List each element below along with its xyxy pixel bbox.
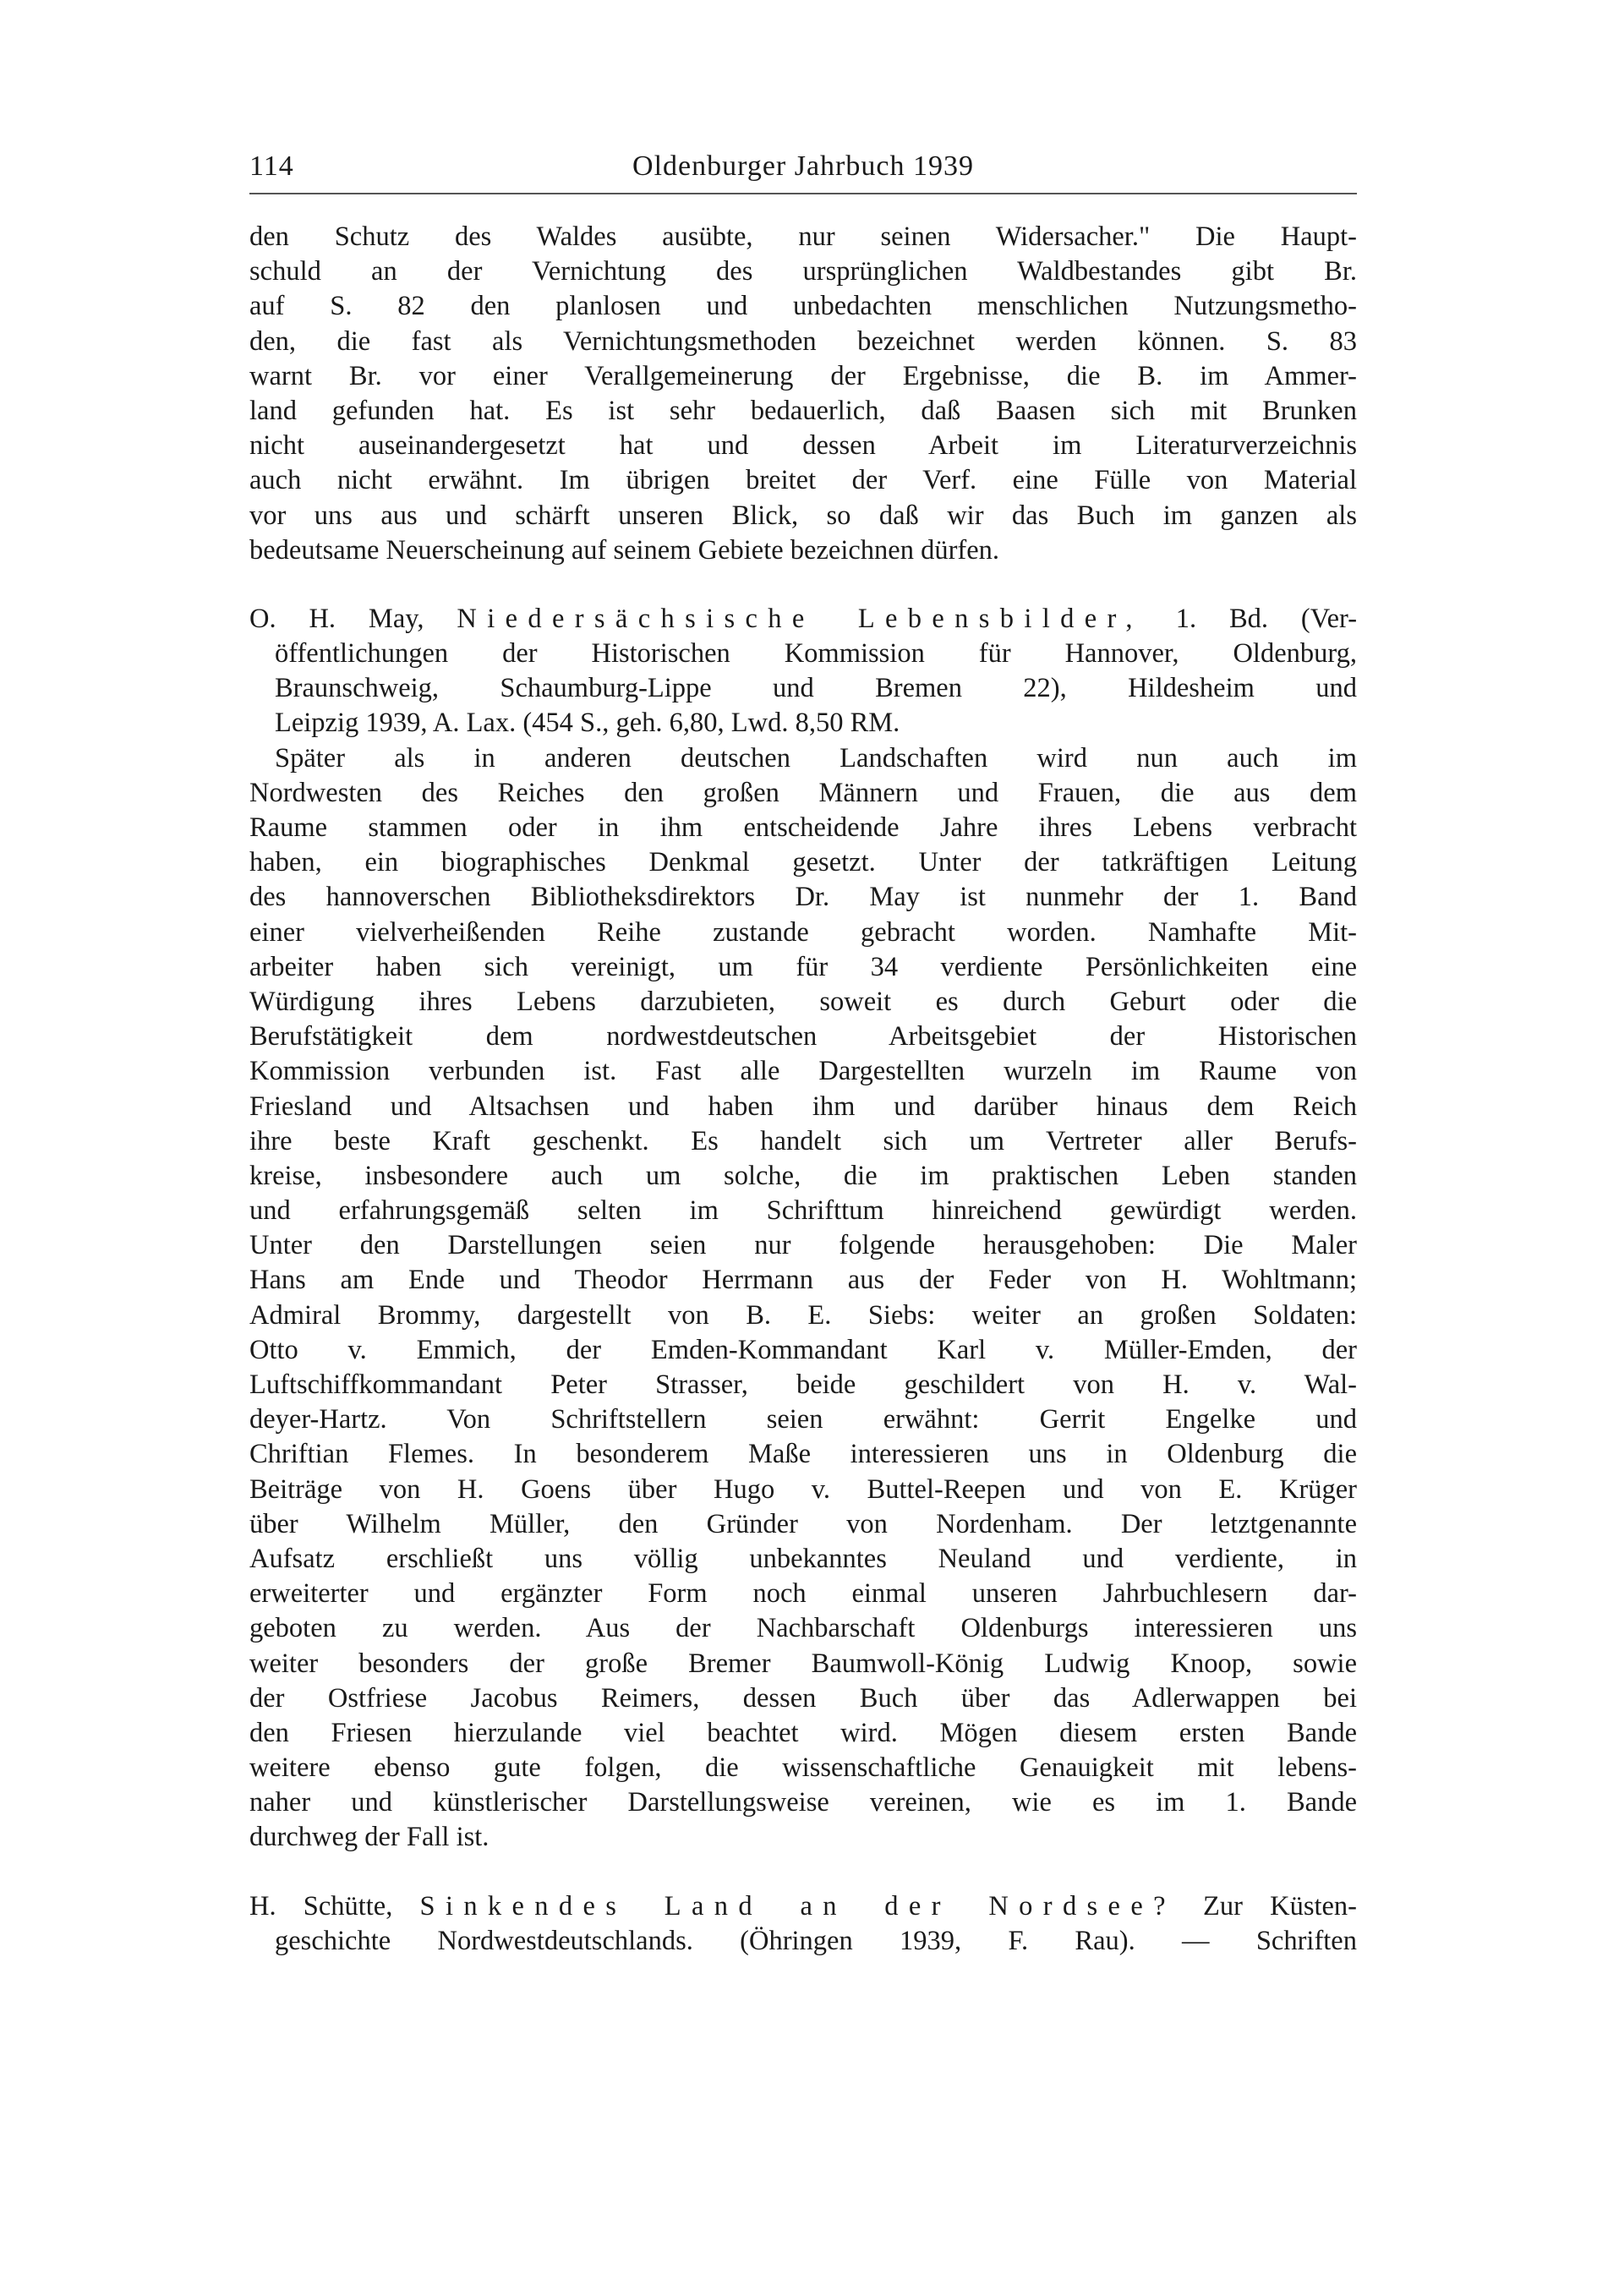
text-line: den Friesen hierzulande viel beachtet wird. Mögen diesem ersten Bande — [249, 1717, 1357, 1748]
text-line: der Ostfriese Jacobus Reimers, dessen Buch über das Adlerwappen bei — [249, 1682, 1357, 1714]
text-line: weiter besonders der große Bremer Baumwoll-König Ludwig Knoop, sowie — [249, 1648, 1357, 1679]
review-book-title: Sinkendes Land an der Nordsee? — [419, 1890, 1176, 1922]
text-line: Nordwesten des Reiches den großen Männern und Frauen, die aus dem — [249, 777, 1357, 808]
text-line: über Wilhelm Müller, den Gründer von Nordenham. Der letztgenannte — [249, 1508, 1357, 1539]
citation-line: öffentlichungen der Historischen Kommission für Hannover, Oldenburg, — [275, 638, 1357, 670]
text-line: Würdigung ihres Lebens darzubieten, soweit es durch Geburt oder die — [249, 986, 1357, 1017]
text-line: Später als in anderen deutschen Landschaften wird nun auch im — [275, 742, 1357, 774]
text-line: haben, ein biographisches Denkmal gesetzt. Unter der tatkräftigen Leitung — [249, 847, 1357, 878]
text-line: vor uns aus und schärft unseren Blick, so daß wir das Buch im ganzen als — [249, 500, 1357, 531]
page-number: 114 — [249, 150, 294, 182]
text-line: auf S. 82 den planlosen und unbedachten menschlichen Nutzungsmetho- — [249, 291, 1357, 322]
text-line: ihre beste Kraft geschenkt. Es handelt sich um Vertreter aller Berufs- — [249, 1125, 1357, 1156]
review-citation — [249, 602, 1357, 741]
review-citation — [249, 1889, 1357, 1959]
text-line: land gefunden hat. Es ist sehr bedauerlich, daß Baasen sich mit Brunken — [249, 395, 1357, 426]
text-line: einer vielverheißenden Reihe zustande gebracht worden. Namhafte Mit- — [249, 916, 1357, 948]
text-line: Luftschiffkommandant Peter Strasser, beide geschildert von H. v. Wal- — [249, 1369, 1357, 1400]
text-line: Beiträge von H. Goens über Hugo v. Buttel-Reepen und von E. Krüger — [249, 1473, 1357, 1505]
review-body — [249, 741, 1357, 1856]
text-line: durchweg der Fall ist. — [249, 1822, 489, 1853]
citation-line: geschichte Nordwestdeutschlands. (Öhringen 1939, F. Rau). — Schriften — [275, 1925, 1357, 1956]
text-line: auch nicht erwähnt. Im übrigen breitet der Verf. eine Fülle von Material — [249, 465, 1357, 496]
text-line: Kommission verbunden ist. Fast alle Dargestellten wurzeln im Raume von — [249, 1056, 1357, 1087]
header-rule — [249, 193, 1357, 194]
text-line: Berufstätigkeit dem nordwestdeutschen Arbeitsgebiet der Historischen — [249, 1021, 1357, 1052]
text-line: bedeutsame Neuerscheinung auf seinem Gebiete bezeichnen dürfen. — [249, 534, 1000, 566]
review-author: H. Schütte, — [249, 1890, 393, 1922]
citation-line: Braunschweig, Schaumburg-Lippe und Bremen 22), Hildesheim und — [275, 673, 1357, 704]
text-line: Unter den Darstellungen seien nur folgende herausgehoben: Die Maler — [249, 1230, 1357, 1261]
text-line: geboten zu werden. Aus der Nachbarschaft Oldenburgs interessieren uns — [249, 1613, 1357, 1644]
page-body — [249, 220, 1357, 1959]
text-line: weitere ebenso gute folgen, die wissenschaftliche Genauigkeit mit lebens- — [249, 1752, 1357, 1784]
text-line: Admiral Brommy, dargestellt von B. E. Siebs: weiter an großen Soldaten: — [249, 1299, 1357, 1331]
running-title: Oldenburger Jahrbuch 1939 — [632, 150, 974, 182]
text-line: naher und künstlerischer Darstellungsweise vereinen, wie es im 1. Bande — [249, 1787, 1357, 1818]
text-line: des hannoverschen Bibliotheksdirektors Dr. May ist nunmehr der 1. Band — [249, 882, 1357, 913]
review-book-title: Niedersächsische Lebensbilder, — [457, 603, 1143, 634]
citation-line — [249, 1889, 1357, 1924]
text-line: Hans am Ende und Theodor Herrmann aus der Feder von H. Wohltmann; — [249, 1265, 1357, 1296]
text-line: Aufsatz erschließt uns völlig unbekanntes Neuland und verdiente, in — [249, 1543, 1357, 1574]
page-header — [249, 144, 1357, 194]
text-line: arbeiter haben sich vereinigt, um für 34 verdiente Persönlichkeiten eine — [249, 951, 1357, 982]
text-line: nicht auseinandergesetzt hat und dessen Arbeit im Literaturverzeichnis — [249, 430, 1357, 462]
text-line: deyer-Hartz. Von Schriftstellern seien erwähnt: Gerrit Engelke und — [249, 1404, 1357, 1435]
continued-paragraph — [249, 220, 1357, 568]
citation-text: Zur Küsten- — [1203, 1890, 1357, 1922]
text-line: Friesland und Altsachsen und haben ihm und darüber hinaus dem Reich — [249, 1091, 1357, 1122]
text-line: den Schutz des Waldes ausübte, nur seinen Widersacher." Die Haupt- — [249, 221, 1357, 252]
citation-line — [249, 602, 1357, 637]
text-line: Otto v. Emmich, der Emden-Kommandant Karl v. Müller-Emden, der — [249, 1334, 1357, 1365]
text-line: und erfahrungsgemäß selten im Schrifttum hinreichend gewürdigt werden. — [249, 1195, 1357, 1227]
citation-text: 1. Bd. (Ver- — [1175, 603, 1358, 634]
text-line: Raume stammen oder in ihm entscheidende Jahre ihres Lebens verbracht — [249, 812, 1357, 843]
text-line: den, die fast als Vernichtungsmethoden bezeichnet werden können. S. 83 — [249, 325, 1357, 357]
text-line: kreise, insbesondere auch um solche, die im praktischen Leben standen — [249, 1160, 1357, 1191]
review-author: O. H. May, — [249, 603, 424, 634]
text-line: Chriftian Flemes. In besonderem Maße interessieren uns in Oldenburg die — [249, 1439, 1357, 1470]
text-line: erweiterter und ergänzter Form noch einmal unseren Jahrbuchlesern dar- — [249, 1578, 1357, 1610]
citation-line: Leipzig 1939, A. Lax. (454 S., geh. 6,80, Lwd. 8,50 RM. — [275, 708, 900, 739]
text-line: warnt Br. vor einer Verallgemeinerung der Ergebnisse, die B. im Ammer- — [249, 360, 1357, 391]
text-line: schuld an der Vernichtung des ursprünglichen Waldbestandes gibt Br. — [249, 256, 1357, 287]
